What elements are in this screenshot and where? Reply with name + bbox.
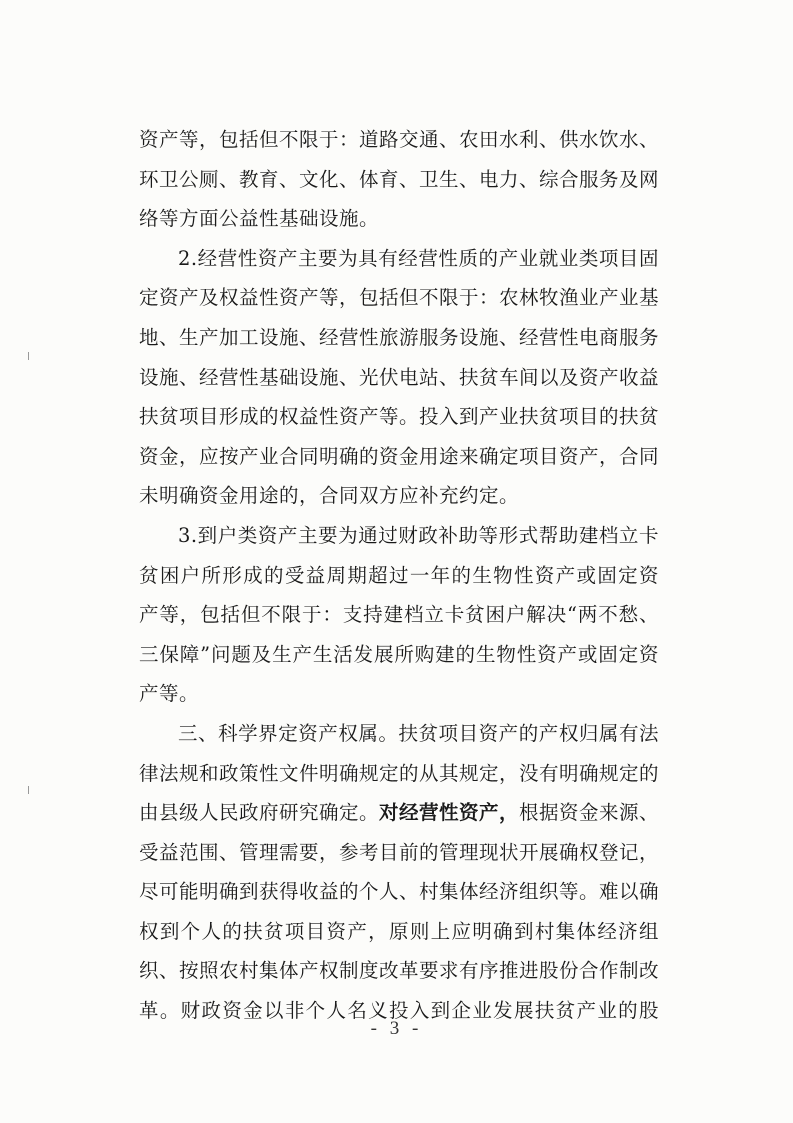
text-line: 设施、经营性基础设施、光伏电站、扶贫车间以及资产收益 bbox=[139, 365, 660, 389]
text-line: 贫困户所形成的受益周期超过一年的生物性资产或固定资 bbox=[139, 563, 659, 587]
page-number: - 3 - bbox=[370, 1018, 423, 1039]
body-text bbox=[139, 120, 659, 1031]
text-line: 尽可能明确到获得收益的个人、村集体经济组织等。难以确 bbox=[139, 880, 660, 904]
binding-mark-top bbox=[28, 352, 29, 360]
text-line: 资金，应按产业合同明确的资金用途来确定项目资产，合同 bbox=[139, 444, 660, 468]
text-line: 产等，包括但不限于：支持建档立卡贫困户解决“两不愁、 bbox=[139, 603, 659, 627]
text-line: 定资产及权益性资产等，包括但不限于：农林牧渔业产业基 bbox=[139, 286, 660, 310]
text-line: 环卫公厕、教育、文化、体育、卫生、电力、综合服务及网 bbox=[139, 167, 660, 191]
text-line: 受益范围、管理需要，参考目前的管理现状开展确权登记， bbox=[139, 840, 660, 864]
text-line: 地、生产加工设施、经营性旅游服务设施、经营性电商服务 bbox=[139, 325, 660, 349]
text-line: 织、按照农村集体产权制度改革要求有序推进股份合作制改 bbox=[139, 959, 660, 983]
paragraph-start-line: 3.到户类资产主要为通过财政补助等形式帮助建档立卡 bbox=[178, 523, 659, 547]
bold-emphasis: 对经营性资产， bbox=[379, 801, 520, 825]
text-line: 三保障”问题及生产生活发展所购建的生物性资产或固定资 bbox=[139, 642, 659, 666]
section-heading-line: 三、科学界定资产权属。扶贫项目资产的产权归属有法 bbox=[178, 721, 659, 745]
text-line: 络等方面公益性基础设施。 bbox=[139, 207, 380, 231]
text-line: 扶贫项目形成的权益性资产等。投入到产业扶贫项目的扶贫 bbox=[139, 405, 660, 429]
binding-mark-bottom bbox=[28, 786, 29, 794]
text-line: 资产等，包括但不限于：道路交通、农田水利、供水饮水、 bbox=[139, 128, 660, 151]
text-segment: 由县级人民政府研究确定。 bbox=[139, 801, 380, 825]
text-line: 律法规和政策性文件明确规定的从其规定，没有明确规定的 bbox=[139, 761, 660, 785]
text-segment: 根据资金来源、 bbox=[519, 801, 660, 825]
text-line-mixed bbox=[139, 793, 659, 833]
text-line: 产等。 bbox=[139, 682, 200, 706]
paragraph-start-line: 2.经营性资产主要为具有经营性质的产业就业类项目固 bbox=[178, 246, 659, 270]
text-line: 权到个人的扶贫项目资产，原则上应明确到村集体经济组 bbox=[139, 919, 659, 943]
text-line: 未明确资金用途的，合同双方应补充约定。 bbox=[139, 484, 520, 508]
text-line: 革。财政资金以非个人名义投入到企业发展扶贫产业的股 bbox=[139, 999, 659, 1023]
